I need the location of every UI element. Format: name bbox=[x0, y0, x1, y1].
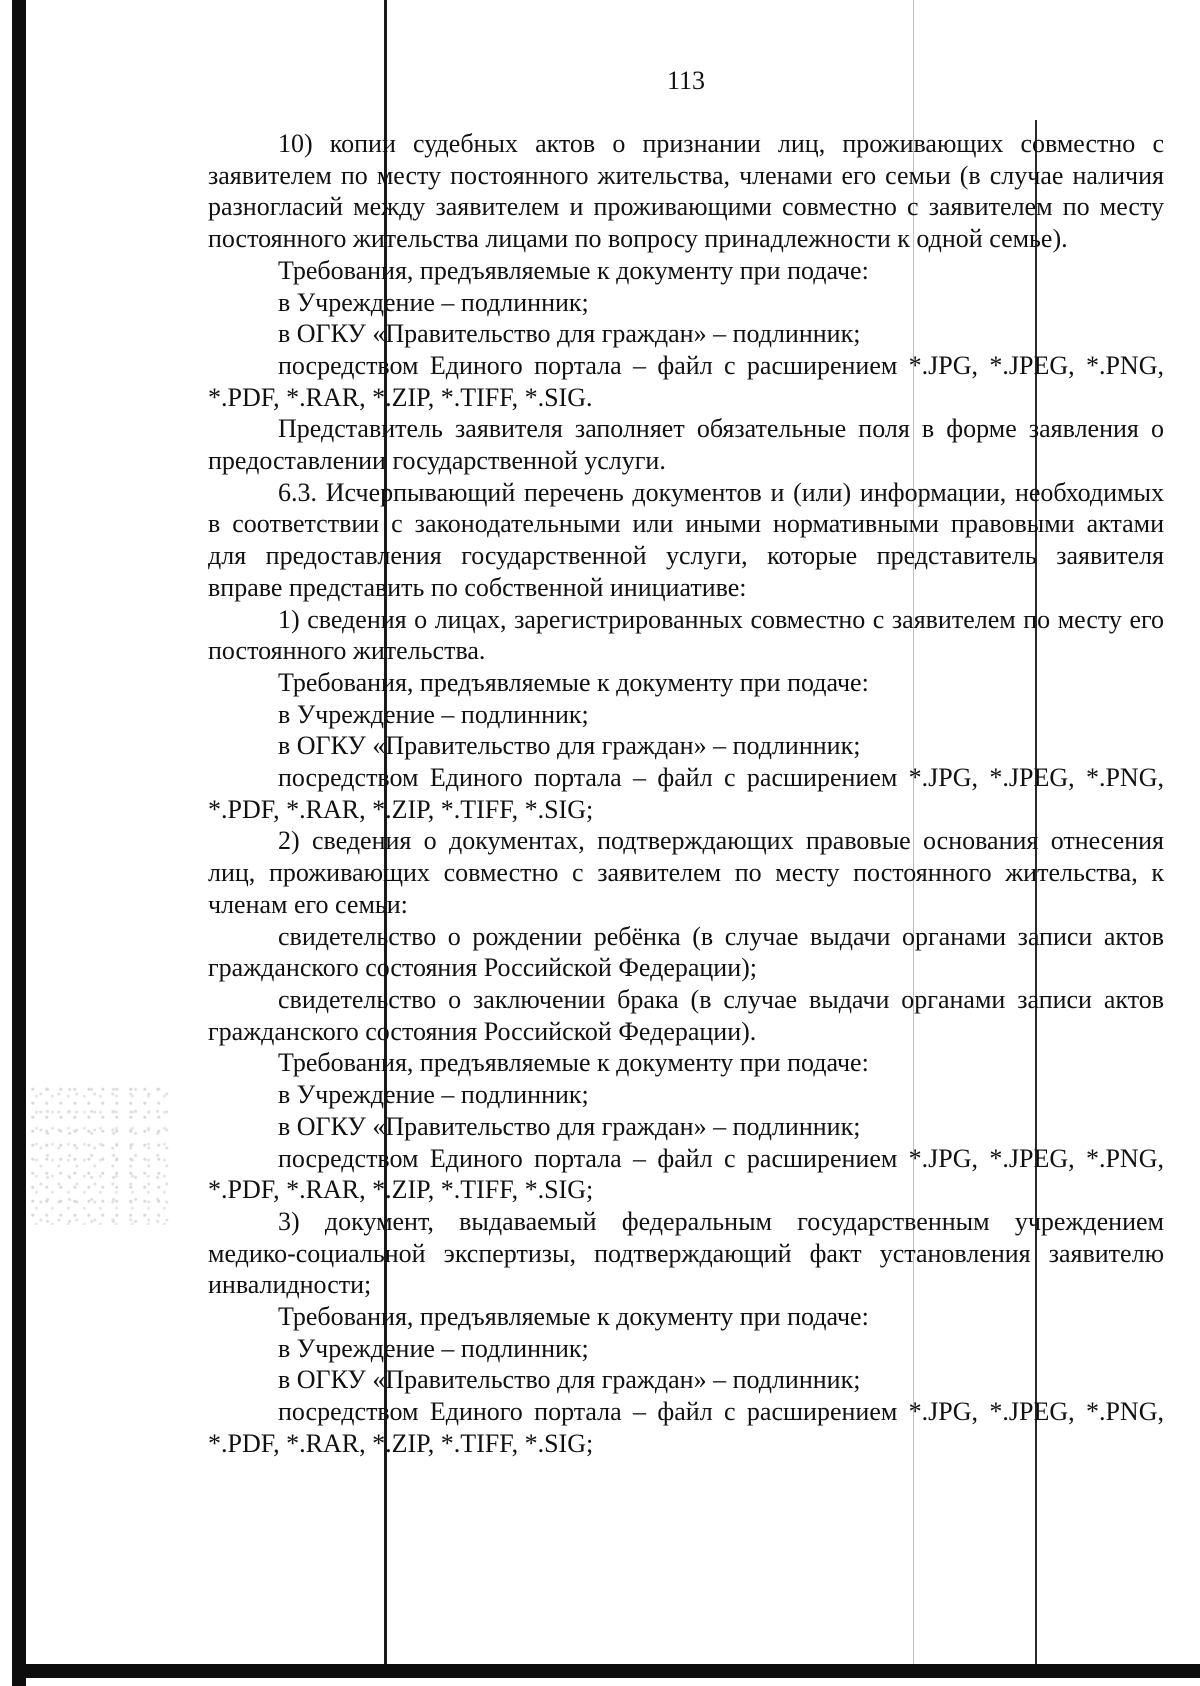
paragraph: 3) документ, выдаваемый федеральным государственным учреждением медико-социальной экспертизы, подтверждающий факт установления заявителю инвалидности; bbox=[208, 1206, 1164, 1300]
paragraph: в Учреждение – подлинник; bbox=[278, 287, 589, 317]
paragraph: 1) сведения о лицах, зарегистрированных совместно с заявителем по месту его постоянного жительства. bbox=[208, 604, 1164, 666]
paragraph: Требования, предъявляемые к документу при подаче: bbox=[278, 667, 869, 697]
paragraph: Требования, предъявляемые к документу при подаче: bbox=[278, 255, 869, 285]
paragraph: посредством Единого портала – файл с расширением *.JPG, *.JPEG, *.PNG, *.PDF, *.RAR, *.ZIP, *.TIFF, *.SIG; bbox=[208, 763, 1164, 824]
paragraph: в ОГКУ «Правительство для граждан» – подлинник; bbox=[278, 319, 861, 349]
scan-speckle bbox=[30, 1085, 170, 1225]
scan-edge-bottom bbox=[26, 1664, 1200, 1678]
paragraph: Требования, предъявляемые к документу при подаче: bbox=[278, 1048, 869, 1078]
paragraph: 2) сведения о документах, подтверждающих правовые основания отнесения лиц, проживающих совместно с заявителем по месту постоянного жительства, к членам его семьи: bbox=[208, 826, 1164, 919]
paragraph: Представитель заявителя заполняет обязательные поля в форме заявления о предоставлении государственной услуги. bbox=[208, 414, 1164, 476]
scan-edge-left bbox=[12, 0, 26, 1686]
paragraph: Требования, предъявляемые к документу при подаче: bbox=[278, 1302, 869, 1332]
paragraph: в ОГКУ «Правительство для граждан» – подлинник; bbox=[278, 1365, 861, 1395]
paragraph: свидетельство о рождении ребёнка (в случае выдачи органами записи актов гражданского состояния Российской Федерации); bbox=[208, 921, 1164, 983]
page-number: 113 bbox=[666, 66, 706, 95]
paragraph: посредством Единого портала – файл с расширением *.JPG, *.JPEG, *.PNG, *.PDF, *.RAR, *.ZIP, *.TIFF, *.SIG; bbox=[208, 1397, 1164, 1458]
document-body bbox=[208, 128, 1164, 1460]
paragraph: в ОГКУ «Правительство для граждан» – подлинник; bbox=[278, 1111, 861, 1141]
paragraph: посредством Единого портала – файл с расширением *.JPG, *.JPEG, *.PNG, *.PDF, *.RAR, *.ZIP, *.TIFF, *.SIG; bbox=[208, 1143, 1164, 1205]
paragraph: 10) копии судебных актов о признании лиц, проживающих совместно с заявителем по месту постоянного жительства, членами его семьи (в случае наличия разногласий между заявителем и проживающими совместно с заявителем по месту постоянного жительства лицами по вопросу принадлежности к одной семье). bbox=[208, 129, 1164, 254]
paragraph: 6.3. Исчерпывающий перечень документов и (или) информации, необходимых в соответствии с законодательными или иными нормативными правовыми актами для предоставления государственной услуги, которые представитель заявителя вправе представить по собственной инициативе: bbox=[208, 477, 1164, 602]
paragraph: в ОГКУ «Правительство для граждан» – подлинник; bbox=[278, 731, 861, 761]
paragraph: посредством Единого портала – файл с расширением *.JPG, *.JPEG, *.PNG, *.PDF, *.RAR, *.ZIP, *.TIFF, *.SIG. bbox=[208, 350, 1164, 412]
paragraph: в Учреждение – подлинник; bbox=[278, 1080, 589, 1110]
paragraph: свидетельство о заключении брака (в случае выдачи органами записи актов гражданского состояния Российской Федерации). bbox=[208, 984, 1164, 1046]
paragraph: в Учреждение – подлинник; bbox=[278, 1333, 589, 1363]
paragraph: в Учреждение – подлинник; bbox=[278, 699, 589, 729]
